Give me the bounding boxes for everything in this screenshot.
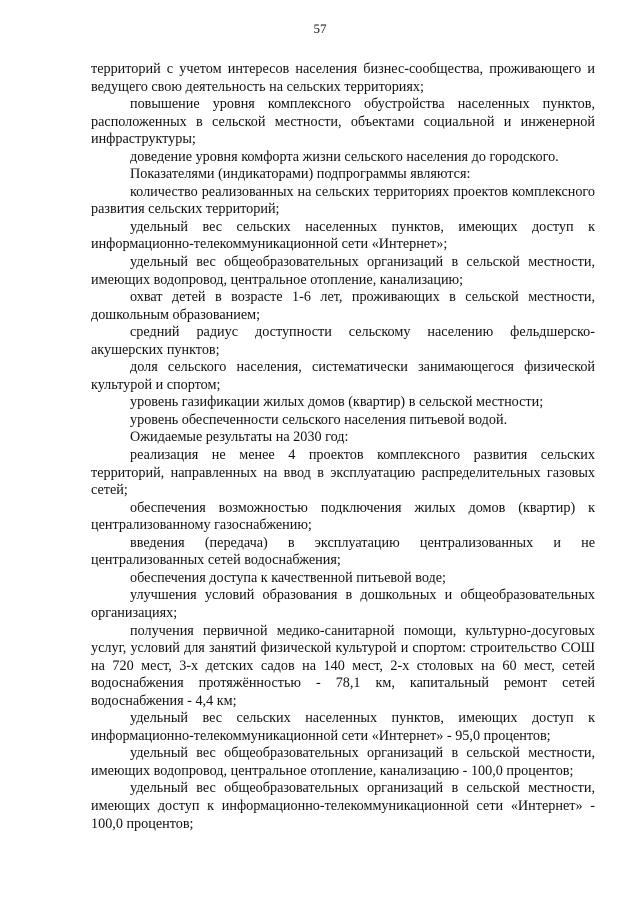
paragraph: удельный вес общеобразовательных организаций в сельской местности, имеющих водопровод, центральное отопление, канализацию; (91, 254, 595, 288)
paragraph: Показателями (индикаторами) подпрограммы являются: (130, 166, 471, 183)
paragraph: количество реализованных на сельских территориях проектов комплексного развития сельских территорий; (91, 183, 595, 218)
paragraph: Ожидаемые результаты на 2030 год: (130, 429, 349, 446)
paragraph: удельный вес общеобразовательных организаций в сельской местности, имеющих доступ к информационно-телекоммуникационной сети «Интернет» - 100,0 процентов; (91, 780, 595, 832)
paragraph: улучшения условий образования в дошкольных и общеобразовательных организациях; (91, 587, 595, 621)
paragraph: средний радиус доступности сельскому населению фельдшерско-акушерских пунктов; (91, 324, 595, 358)
paragraph: уровень газификации жилых домов (квартир) в сельской местности; (130, 394, 544, 411)
page-number: 57 (313, 21, 327, 36)
paragraph: доведение уровня комфорта жизни сельского населения до городского. (130, 148, 559, 165)
paragraph: охват детей в возрасте 1-6 лет, проживающих в сельской местности, дошкольным образованием; (91, 289, 595, 323)
paragraph: реализация не менее 4 проектов комплексного развития сельских территорий, направленных на ввод в эксплуатацию распределительных газовых сетей; (91, 447, 595, 499)
paragraph: повышение уровня комплексного обустройства населенных пунктов, расположенных в сельской местности, объектами социальной и инженерной инфраструктуры; (91, 96, 595, 148)
paragraph: введения (передача) в эксплуатацию централизованных и не централизованных сетей водоснабжения; (91, 534, 595, 569)
paragraph: удельный вес сельских населенных пунктов, имеющих доступ к информационно-телекоммуникационной сети «Интернет» - 95,0 процентов; (91, 710, 595, 744)
paragraph: доля сельского населения, систематически занимающегося физической культурой и спортом; (91, 359, 595, 393)
paragraph: удельный вес сельских населенных пунктов, имеющих доступ к информационно-телекоммуникационной сети «Интернет»; (91, 218, 595, 253)
paragraph: получения первичной медико-санитарной помощи, культурно-досуговых услуг, условий для занятий физической культурой и спортом: строительство СОШ на 720 мест, 3-х детских садов на 140 мест, 2-х столовых на 60 мест, сетей водоснабжения протяжённостью - 78,1 км, капитальный ремонт сетей водоснабжения - 4,4 км; (91, 622, 595, 709)
paragraph: обеспечения возможностью подключения жилых домов (квартир) к централизованному газоснабжению; (91, 499, 595, 534)
paragraph: территорий с учетом интересов населения бизнес-сообщества, проживающего и ведущего свою деятельность на сельских территориях; (91, 61, 595, 95)
paragraph: обеспечения доступа к качественной питьевой воде; (130, 569, 446, 586)
paragraph: уровень обеспеченности сельского населения питьевой водой. (130, 411, 508, 428)
document-body (91, 61, 595, 833)
paragraph: удельный вес общеобразовательных организаций в сельской местности, имеющих водопровод, центральное отопление, канализацию - 100,0 процентов; (91, 745, 595, 779)
